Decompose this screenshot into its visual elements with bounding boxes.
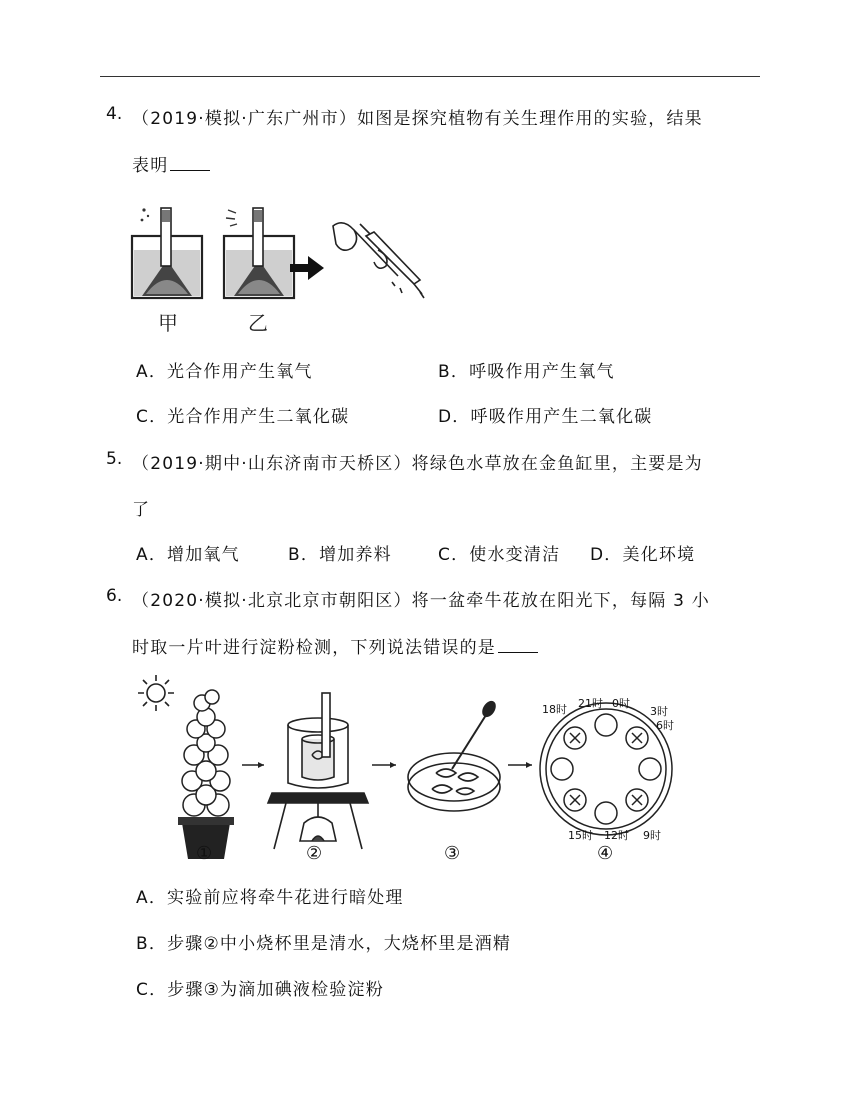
question-stem-line2: 时取一片叶进行淀粉检测，下列说法错误的是 [132,633,538,658]
option-a[interactable]: A．实验前应将牵牛花进行暗处理 [136,888,404,908]
arrow-right-icon [390,762,396,768]
figure-label-yi: 乙 [248,311,268,335]
step-label-4: ④ [597,843,614,864]
question-stem-line1: （2019·期中·山东济南市天桥区）将绿色水草放在金鱼缸里，主要是为 [132,454,703,474]
question-number: 5. [106,449,123,469]
clock-label-6: 6时 [656,719,674,732]
question-stem-line1: （2020·模拟·北京北京市朝阳区）将一盆牵牛花放在阳光下，每隔 3 小 [132,591,710,611]
clock-label-0: 0时 [612,697,630,710]
arrow-right-icon [290,256,324,280]
question-number: 4. [106,104,123,124]
clock-label-21: 21时 [578,697,603,710]
question-stem-line2: 表明 [132,151,210,176]
option-c[interactable]: C．使水变清洁 [438,545,561,565]
water-bath-illustration [268,693,368,849]
option-a[interactable]: A．增加氧气 [136,545,240,565]
clock-label-9: 9时 [643,829,661,842]
leaf-clock-illustration [540,703,672,835]
clock-label-3: 3时 [650,705,668,718]
experiment-figure-jia-yi [128,196,438,336]
option-b[interactable]: B．步骤②中小烧杯里是清水，大烧杯里是酒精 [136,934,512,954]
option-d[interactable]: D．呼吸作用产生二氧化碳 [438,407,653,427]
beaker-jia-illustration [132,208,202,298]
clock-label-18: 18时 [542,703,567,716]
answer-blank [170,156,210,171]
step-label-1: ① [196,843,213,864]
beaker-yi-illustration [224,208,294,298]
clock-label-15: 15时 [568,829,593,842]
answer-blank [498,638,538,653]
option-d[interactable]: D．美化环境 [590,545,696,565]
starch-experiment-figure [136,673,681,865]
arrow-right-icon [258,762,264,768]
option-c[interactable]: C．步骤③为滴加碘液检验淀粉 [136,980,384,1000]
hand-test-tube-illustration [333,223,424,298]
sun-icon [138,675,174,711]
clock-label-12: 12时 [604,829,629,842]
step-label-2: ② [306,843,323,864]
potted-plant-illustration [178,690,234,859]
arrow-right-icon [526,762,532,768]
petri-dish-illustration [408,700,500,811]
question-stem-line1: （2019·模拟·广东广州市）如图是探究植物有关生理作用的实验，结果 [132,109,703,129]
step-label-3: ③ [444,843,461,864]
question-stem-line2: 了 [132,500,151,520]
option-a[interactable]: A．光合作用产生氧气 [136,362,313,382]
option-b[interactable]: B．增加养料 [288,545,392,565]
question-number: 6. [106,586,123,606]
option-b[interactable]: B．呼吸作用产生氧气 [438,362,615,382]
header-rule [100,76,760,77]
option-c[interactable]: C．光合作用产生二氧化碳 [136,407,350,427]
figure-label-jia: 甲 [158,311,178,335]
